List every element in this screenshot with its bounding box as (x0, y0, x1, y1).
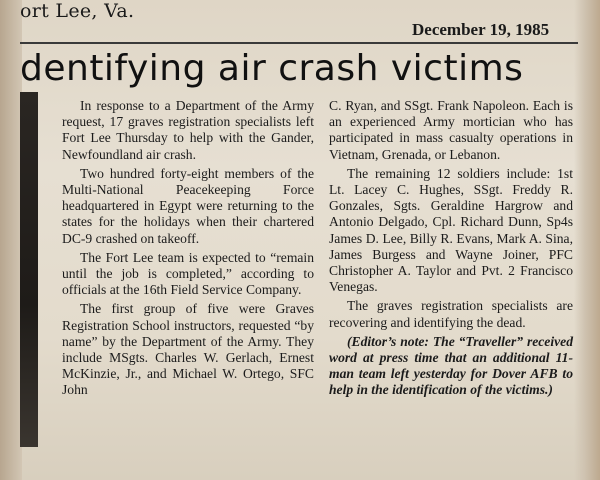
paragraph: The first group of five were Graves Registration School instructors, requested “by name” by the Department of the Army. They include MSgts. Charles W. Gerlach, Ernest McKinzie, Jr., and Michael W. Ortego, SFC John (62, 301, 314, 398)
paragraph: In response to a Department of the Army request, 17 graves registration specialists left Fort Lee Thursday to help with the Gander, Newfoundland air crash. (62, 98, 314, 162)
photo-edge (20, 92, 38, 447)
paragraph: Two hundred forty-eight members of the Multi-National Peacekeeping Force headquartered in Egypt were returning to the states for the holidays when their chartered DC-9 crashed on takeoff. (62, 165, 314, 246)
paragraph: The remaining 12 soldiers include: 1st Lt. Lacey C. Hughes, SSgt. Freddy R. Gonzales, Sgts. Geraldine Hargrow and Antonio Delgado, Cpl. Richard Dunn, Sp4s James D. Lee, Billy R. Evans, Mark A. Sina, James Burgess and Wayne Joiner, PFC Christopher A. Taylor and Pvt. 2 Francisco Venegas. (329, 165, 573, 295)
page-edge-right (574, 0, 600, 480)
paragraph: The Fort Lee team is expected to “remain until the job is completed,” according to officials at the 16th Field Service Company. (62, 249, 314, 298)
publication-date: December 19, 1985 (412, 20, 550, 39)
headline: dentifying air crash victims (20, 48, 524, 89)
article-column-1 (62, 98, 314, 402)
dateline: ort Lee, Va. (20, 0, 135, 22)
article-column-2 (329, 98, 573, 402)
editors-note: (Editor’s note: The “Traveller” received word at press time that an additional 11-man team left yesterday for Dover AFB to help in the identification of the victims.) (329, 333, 573, 398)
header-rule (20, 42, 578, 44)
paragraph: The graves registration specialists are recovering and identifying the dead. (329, 298, 573, 330)
page-edge-left (0, 0, 22, 480)
paragraph: C. Ryan, and SSgt. Frank Napoleon. Each is an experienced Army mortician who has participated in mass casualty operations in Vietnam, Grenada, or Lebanon. (329, 98, 573, 162)
